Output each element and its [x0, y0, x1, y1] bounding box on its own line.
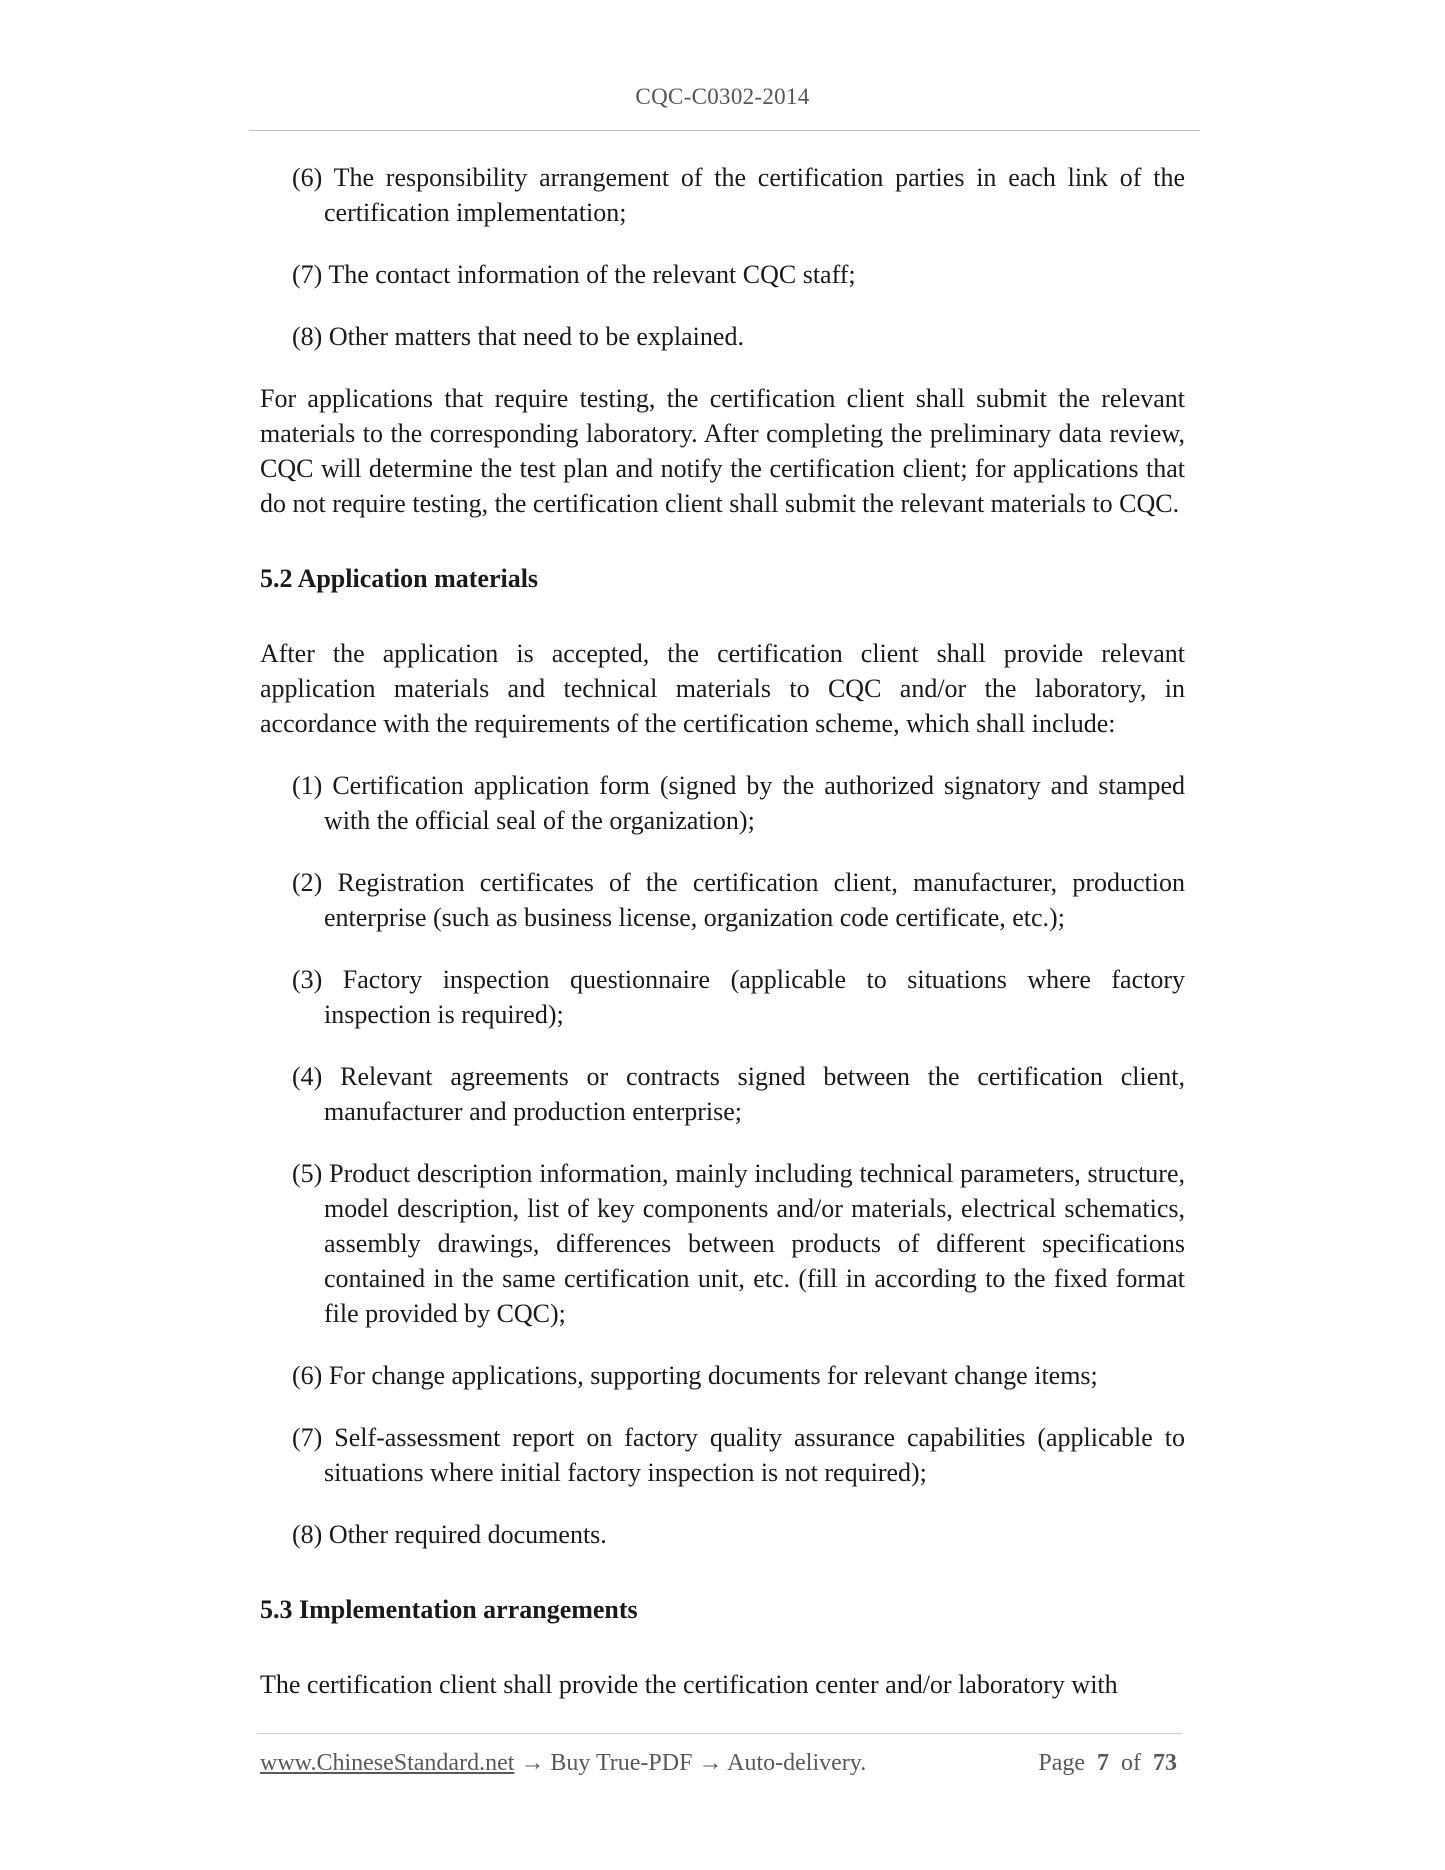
list-item: (3) Factory inspection questionnaire (applicable to situations where factory inspection is required); [292, 965, 1185, 1029]
list-item: (7) The contact information of the relevant CQC staff; [292, 260, 856, 289]
list-item: (6) For change applications, supporting documents for relevant change items; [292, 1361, 1098, 1390]
list-item: (5) Product description information, mainly including technical parameters, structure, model description, list of key components and/or materials, electrical schematics, assembly drawings, differences between products of different specifications contained in the same certification unit, etc. (fill in according to the fixed format file provided by CQC); [292, 1159, 1185, 1328]
footer-rule [257, 1733, 1182, 1734]
running-header [0, 84, 1445, 110]
site-link[interactable]: www.ChineseStandard.net [260, 1750, 515, 1776]
delivery-text: Auto-delivery. [727, 1750, 867, 1776]
list-item: (2) Registration certificates of the certification client, manufacturer, production enterprise (such as business license, organization code certificate, etc.); [292, 868, 1185, 932]
list-item: (6) The responsibility arrangement of the certification parties in each link of the certification implementation; [292, 163, 1185, 227]
list-item: (1) Certification application form (signed by the authorized signatory and stamped with the official seal of the organization); [292, 771, 1185, 835]
paragraph-5-2: After the application is accepted, the certification client shall provide relevant application materials and technical materials to CQC and/or the laboratory, in accordance with the requirements of the certification scheme, which shall include: [260, 639, 1185, 738]
doc-id: CQC-C0302-2014 [635, 84, 810, 109]
page-total: 73 [1153, 1750, 1177, 1776]
arrow-right-icon: → [520, 1750, 545, 1776]
paragraph-testing: For applications that require testing, the certification client shall submit the relevant materials to the corresponding laboratory. After completing the preliminary data review, CQC will determine the test plan and notify the certification client; for applications that do not require testing, the certification client shall submit the relevant materials to CQC. [260, 384, 1185, 518]
paragraph-5-3: The certification client shall provide the certification center and/or laboratory with [260, 1670, 1118, 1699]
list-item: (7) Self-assessment report on factory quality assurance capabilities (applicable to situations where initial factory inspection is not required); [292, 1423, 1185, 1487]
footer-promo [260, 1750, 866, 1777]
page-number [1038, 1750, 1177, 1777]
section-heading-5-3: 5.3 Implementation arrangements [260, 1595, 638, 1624]
list-item: (8) Other matters that need to be explained. [292, 322, 744, 351]
page-of: of [1121, 1750, 1141, 1776]
list-item: (4) Relevant agreements or contracts signed between the certification client, manufacturer and production enterprise; [292, 1062, 1185, 1126]
list-item: (8) Other required documents. [292, 1520, 607, 1549]
page-current: 7 [1097, 1750, 1109, 1776]
main-content [260, 160, 1185, 1729]
page-label: Page [1038, 1750, 1085, 1776]
header-rule [249, 130, 1200, 131]
section-heading-5-2: 5.2 Application materials [260, 564, 539, 593]
buy-text: Buy True-PDF [550, 1750, 693, 1776]
arrow-right-icon: → [698, 1750, 723, 1776]
